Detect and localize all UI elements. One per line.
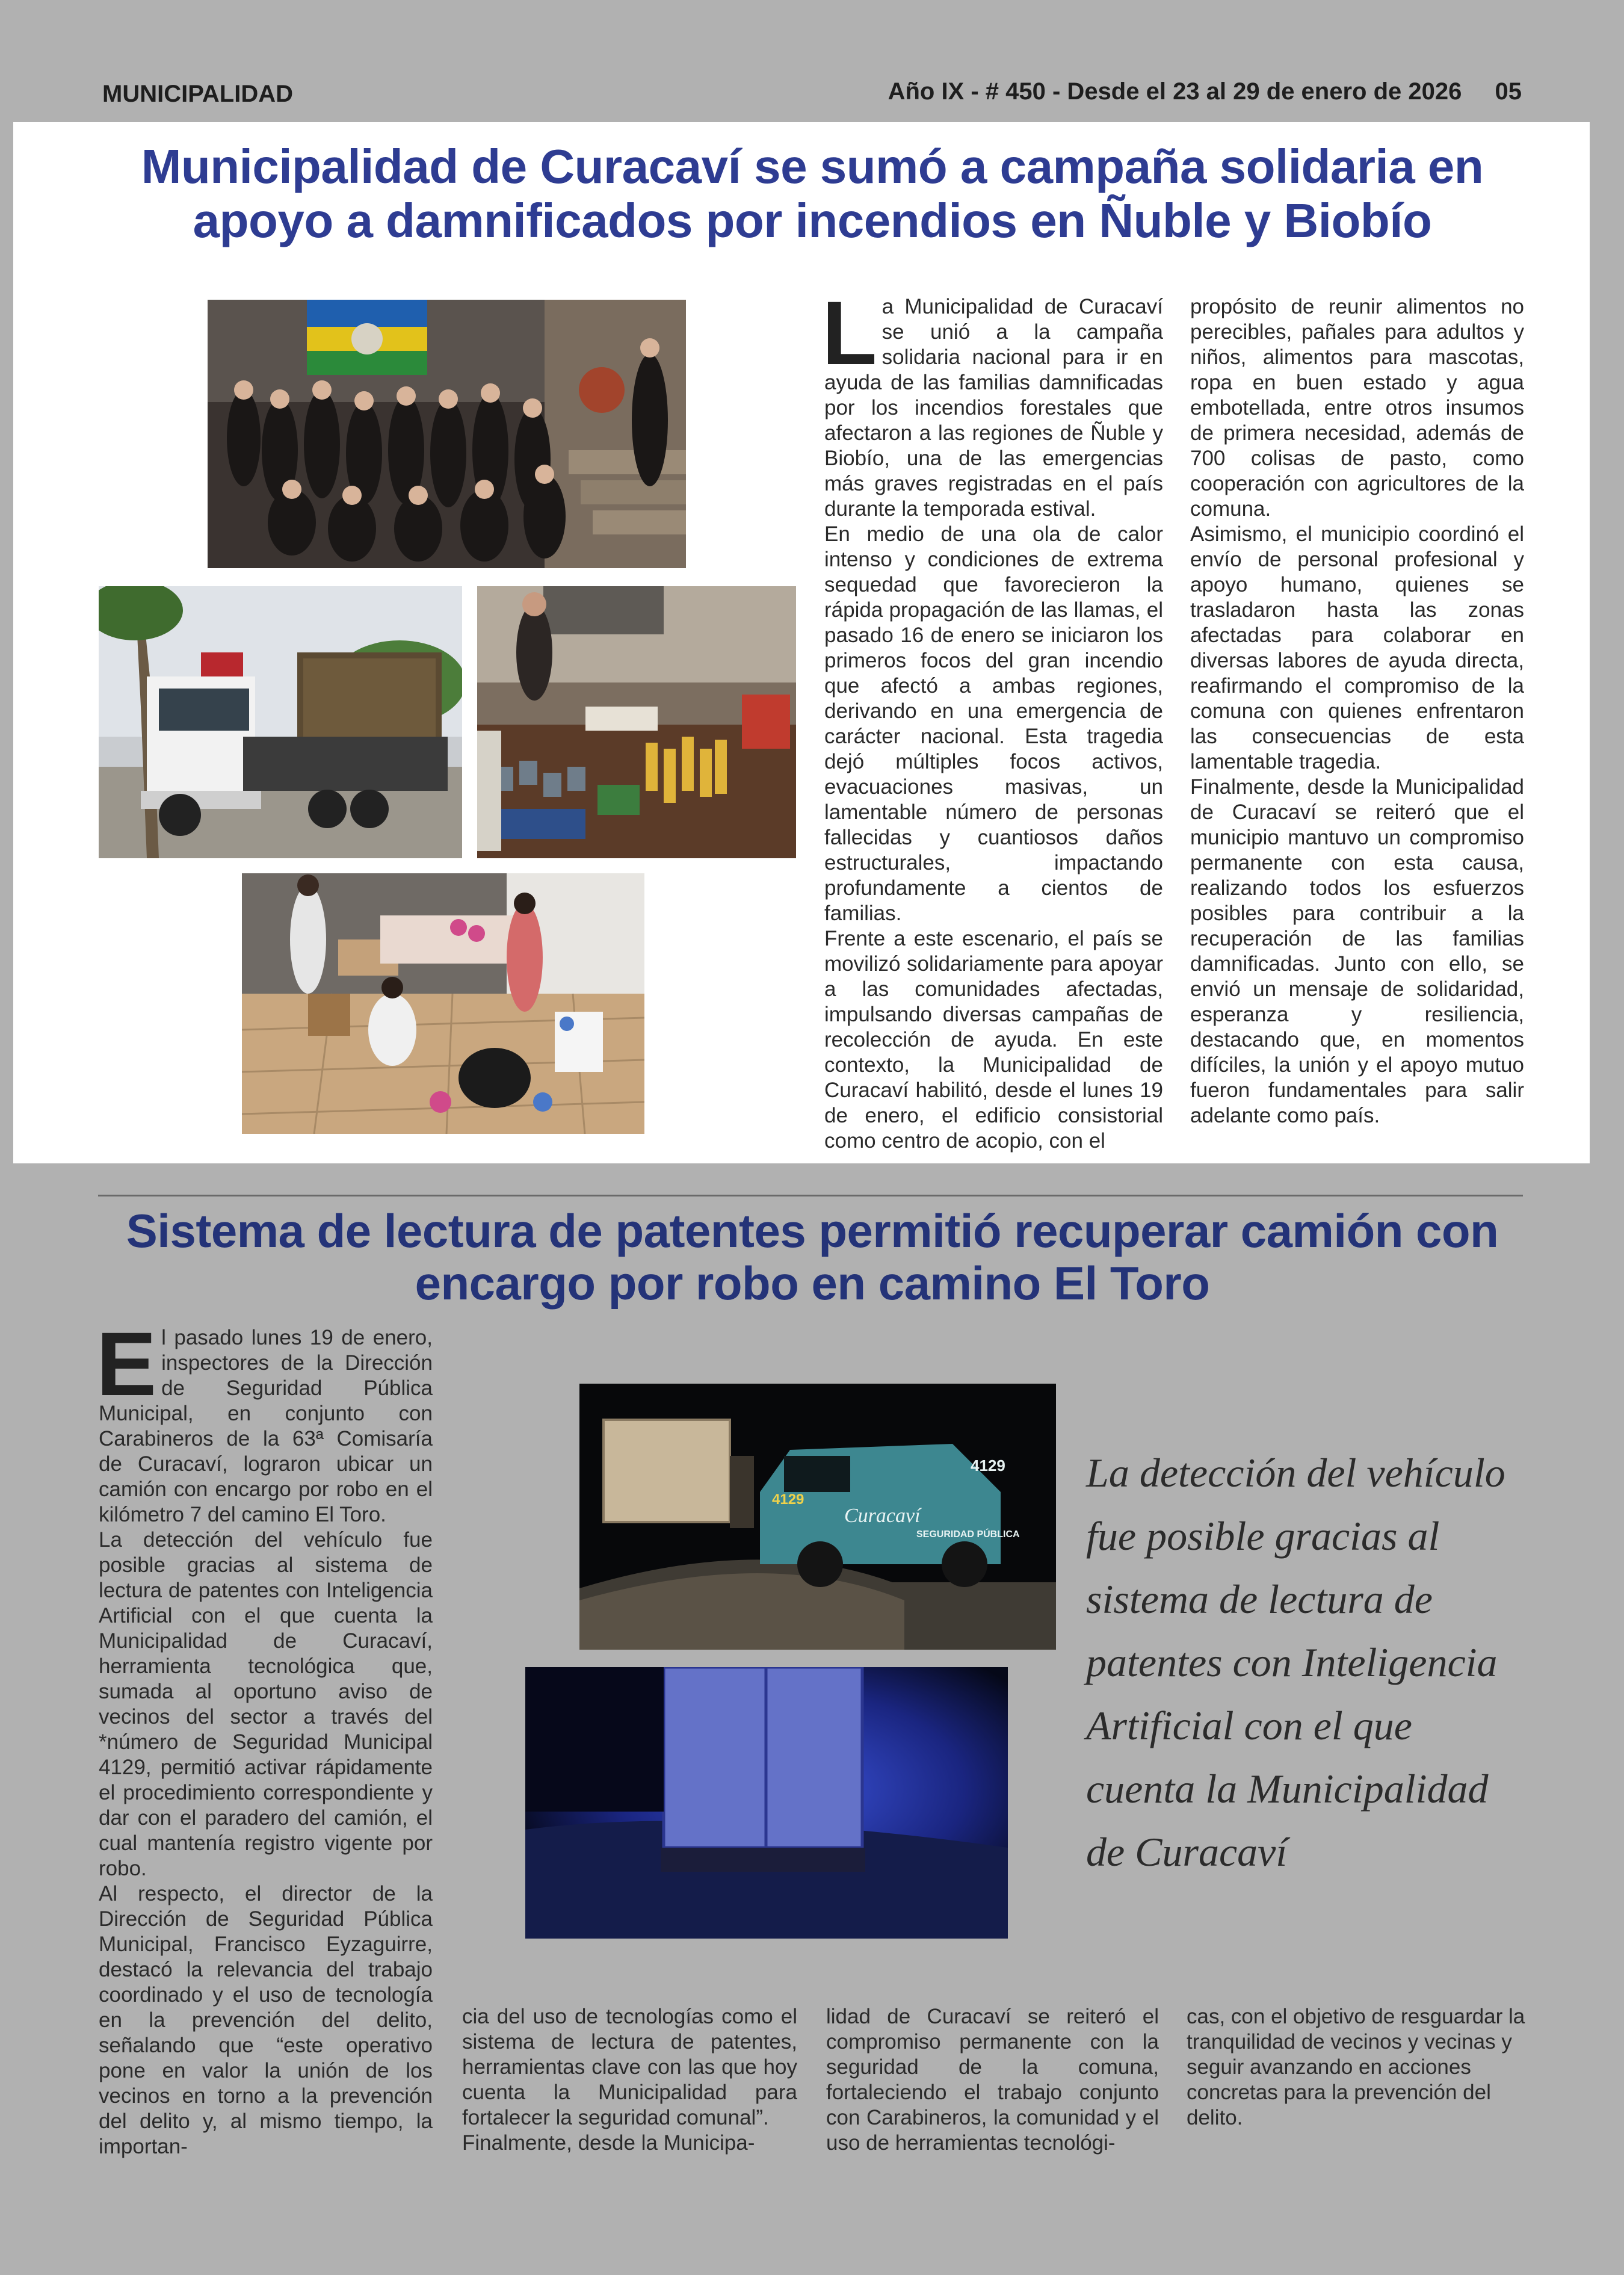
- article2-paragraph: l pasado lunes 19 de enero, inspectores de la Dirección de Seguridad Pública Municipal, en conjunto con Carabineros de la 63ª Comisaría de Curacaví, lograron ubicar un camión con encargo por robo en el kilómetro 7 del camino El Toro.: [99, 1326, 433, 1526]
- vehicle-text: SEGURIDAD PÚBLICA: [916, 1529, 1020, 1540]
- group-photo: [208, 300, 686, 568]
- article2-column-1: [96, 1313, 433, 2159]
- article2-column-3: [826, 2004, 1159, 2156]
- article1-title: [78, 140, 1546, 247]
- article2-paragraph: Al respecto, el director de la Dirección de Seguridad Pública Municipal, Francisco Eyzaguirre, destacó la relevancia del trabajo coordinado y el uso de tecnología en la prevención del delito, señalando que “este operativo pone en valor la unión de los vecinos en torno a la prevención del delito y, al mismo tiempo, la importan-: [99, 1882, 433, 2158]
- page-number: 05: [1495, 78, 1522, 105]
- truck-photo: [99, 586, 462, 858]
- article2-paragraph: La detección del vehículo fue posible gracias al sistema de lectura de patentes con Inteligencia Artificial con el que cuenta la Municipalidad de Curacaví, herramienta tecnológica que, sumada al oportuno aviso de vecinos del sector a través del *número de Seguridad Municipal 4129, permitió activar rápidamente el procedimiento correspondiente y dar con el paradero del camión, el cual mantenía registro vigente por robo.: [99, 1528, 433, 1880]
- vehicle-sticker-rear: 4129: [971, 1456, 1005, 1475]
- article2-title: [78, 1205, 1546, 1310]
- issue-dates: Año IX - # 450 - Desde el 23 al 29 de enero de 2026: [888, 78, 1462, 105]
- article2-paragraph: Finalmente, desde la Municipa-: [462, 2131, 755, 2155]
- article1-paragraph: a Municipalidad de Curacaví se unió a la campaña solidaria nacional para ir en ayuda de las familias damnificadas por los incendios forestales que afectaron a las regiones de Ñuble y Biobío, una de las emergencias más graves registradas en el país durante la temporada estival.: [824, 295, 1163, 521]
- article1-column-2: [1190, 294, 1524, 1128]
- article2-column-2: [462, 2004, 797, 2156]
- patrol-vehicle-photo: [579, 1384, 1056, 1650]
- volunteers-photo: [242, 873, 644, 1134]
- article1-column-1: [822, 282, 1163, 1154]
- article1-dropcap: L: [822, 282, 877, 383]
- article1-paragraph: propósito de reunir alimentos no perecibles, pañales para adultos y niños, alimentos para mascotas, ropa en buen estado y agua embotellada, entre otros insumos de primera necesidad, además de 700 colisas de pasto, como cooperación con agricultores de la comuna.: [1190, 295, 1524, 521]
- article1-paragraph: Finalmente, desde la Municipalidad de Curacaví se reiteró que el municipio mantuvo un compromiso permanente con esta causa, realizando todos los esfuerzos posibles para contribuir a la recuperación de las familias damnificadas. Junto con ello, se envió un mensaje de solidaridad, esperanza y resiliencia, destacando que, en momentos difíciles, la unión y el apoyo mutuo fueron fundamentales para salir adelante como país.: [1190, 775, 1524, 1127]
- article1-paragraph: En medio de una ola de calor intenso y condiciones de extrema sequedad que favorecieron la rápida propagación de las llamas, el pasado 16 de enero se iniciaron los primeros focos del gran incendio que afectó a ambas regiones, derivando en una emergencia de carácter nacional. Esta tragedia dejó múltiples focos activos, evacuaciones masivas, un lamentable número de personas fallecidas y cuantiosos daños estructurales, impactando profundamente a cientos de familias.: [824, 522, 1163, 925]
- article1-paragraph: Frente a este escenario, el país se movilizó solidariamente para apoyar a las comunidades afectadas, impulsando diversas campañas de recolección de ayuda. En este contexto, la Municipalidad de Curacaví habilitó, desde el lunes 19 de enero, el edificio consistorial como centro de acopio, con el: [824, 927, 1163, 1153]
- stolen-truck-photo: [525, 1667, 1008, 1939]
- supplies-photo: [477, 586, 796, 858]
- article2-title-line1: Sistema de lectura de patentes permitió recuperar camión con: [126, 1204, 1499, 1257]
- article1-paragraph: Asimismo, el municipio coordinó el envío de personal profesional y apoyo humano, quienes se trasladaron hasta las zonas afectadas para colaborar en diversas labores de ayuda directa, reafirmando el compromiso de la comuna con quienes enfrentaron las consecuencias de esta lamentable tragedia.: [1190, 522, 1524, 773]
- vehicle-brand: Curacaví: [844, 1505, 921, 1527]
- issue-info: [888, 78, 1522, 105]
- article2-paragraph: cas, con el objetivo de resguardar la tranquilidad de vecinos y vecinas y seguir avanzando en acciones concretas para la prevención del delito.: [1187, 2005, 1525, 2129]
- section-label: MUNICIPALIDAD: [102, 81, 294, 107]
- article2-title-line2: encargo por robo en camino El Toro: [415, 1257, 1210, 1310]
- pull-quote: La detección del vehículo fue posible gracias al sistema de lectura de patentes con Inteligencia Artificial con el que cuenta la Municipalidad de Curacaví: [1086, 1450, 1505, 1875]
- article1-title-line1: Municipalidad de Curacaví se sumó a campaña solidaria en: [141, 140, 1484, 193]
- article2-column-4: [1187, 2004, 1525, 2131]
- article2-dropcap: E: [96, 1313, 157, 1414]
- article2-paragraph: lidad de Curacaví se reiteró el compromiso permanente con la seguridad de la comuna, fortaleciendo el trabajo conjunto con Carabineros, la comunidad y el uso de herramientas tecnológi-: [826, 2005, 1159, 2155]
- vehicle-sticker: 4129: [772, 1491, 804, 1508]
- article1-title-line2: apoyo a damnificados por incendios en Ñuble y Biobío: [193, 193, 1432, 247]
- article2-paragraph: cia del uso de tecnologías como el sistema de lectura de patentes, herramientas clave con las que hoy cuenta la Municipalidad para fortalecer la seguridad comunal”.: [462, 2005, 797, 2129]
- article2-rule: [98, 1195, 1523, 1196]
